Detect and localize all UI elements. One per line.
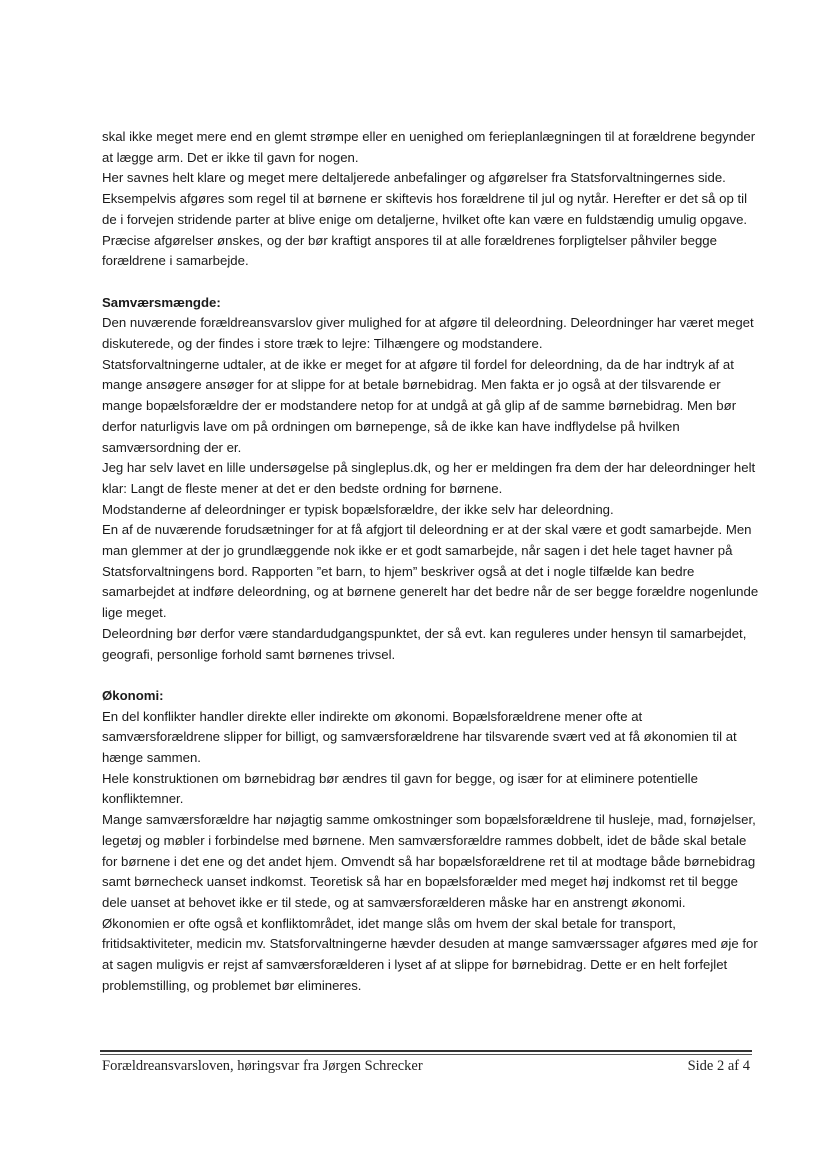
- footer-divider-thin: [100, 1054, 752, 1055]
- page-body: [102, 127, 762, 997]
- paragraph: Statsforvaltningerne udtaler, at de ikke er meget for at afgøre til fordel for deleordning, da de har indtryk af at mange ansøgere ansøger for at slippe for at betale børnebidrag. Men fakta er jo også at der tilsvarende er mange bopælsforældre der er modstandere netop for at undgå at gå glip af de samme børnebidrag. Men bør derfor naturligvis lave om på ordningen om børnepenge, så de ikke kan have indflydelse på hvilken samværsordning der er.: [102, 356, 737, 455]
- footer-divider: [100, 1050, 752, 1052]
- section-heading-samvaersmaengde: Samværsmængde:: [102, 294, 221, 310]
- paragraph: En af de nuværende forudsætninger for at få afgjort til deleordning er at der skal være et godt samarbejde. Men man glemmer at der jo grundlæggende nok ikke er et godt samarbejde, når sagen i det hele taget havner på Statsforvaltningens bord. Rapporten ”et barn, to hjem” beskriver også at det i nogle tilfælde kan bedre samarbejdet at indføre deleordning, og at børnene generelt har det bedre når de ser begge forældre nogenlunde lige meget.: [102, 522, 759, 621]
- paragraph: En del konflikter handler direkte eller indirekte om økonomi. Bopælsforældrene mener ofte at samværsforældrene slipper for billigt, og samværsforældrene har tilsvarende svært ved at få økonomien til at hænge sammen.: [102, 708, 737, 766]
- section-heading-okonomi: Økonomi:: [102, 687, 164, 703]
- page-number: Side 2 af 4: [687, 1058, 750, 1074]
- paragraph: Deleordning bør derfor være standardudgangspunktet, der så evt. kan reguleres under hensyn til samarbejdet, geografi, personlige forhold samt børnenes trivsel.: [102, 625, 747, 662]
- paragraph: Økonomien er ofte også et konfliktområdet, idet mange slås om hvem der skal betale for transport, fritidsaktiviteter, medicin mv. Statsforvaltningerne hævder desuden at mange samværssager afgøres med øje for at sagen muligvis er rejst af samværsforælderen i lyset af at slippe for børnebidrag. Dette er en helt forfejlet problemstilling, og problemet bør elimineres.: [102, 915, 758, 993]
- footer-title: Forældreansvarsloven, høringsvar fra Jørgen Schrecker: [102, 1058, 423, 1074]
- paragraph: skal ikke meget mere end en glemt strømpe eller en uenighed om ferieplanlægningen til at forældrene begynder at lægge arm. Det er ikke til gavn for nogen.: [102, 129, 756, 165]
- paragraph: Modstanderne af deleordninger er typisk bopælsforældre, der ikke selv har deleordning.: [102, 501, 614, 517]
- paragraph: Hele konstruktionen om børnebidrag bør ændres til gavn for begge, og især for at eliminere potentielle konfliktemner.: [102, 770, 698, 807]
- paragraph: Her savnes helt klare og meget mere deltaljerede anbefalinger og afgørelser fra Statsforvaltningernes side. Eksempelvis afgøres som regel til at børnene er skiftevis hos forældrene til jul og nytår. Herefter er det så op til de i forvejen stridende parter at blive enige om detaljerne, hvilket ofte kan være en fuldstændig umulig opgave. Præcise afgørelser ønskes, og der bør kraftigt anspores til at alle forældrenes forpligtelser påhviler begge forældrene i samarbejde.: [102, 170, 748, 269]
- paragraph: Mange samværsforældre har nøjagtig samme omkostninger som bopælsforældrene til husleje, mad, fornøjelser, legetøj og møbler i forbindelse med børnene. Men samværsforældre rammes dobbelt, idet de både skal betale for børnene i det ene og det andet hjem. Omvendt så har bopælsforældrene ret til at modtage både børnebidrag samt børnecheck uanset indkomst. Teoretisk så har en bopælsforælder med meget høj indkomst ret til begge dele uanset at behovet ikke er til stede, og at samværsforælderen måske har en anstrengt økonomi.: [102, 812, 756, 910]
- paragraph: Jeg har selv lavet en lille undersøgelse på singleplus.dk, og her er meldingen fra dem der har deleordninger helt klar: Langt de fleste mener at det er den bedste ordning for børnene.: [102, 460, 756, 496]
- paragraph: Den nuværende forældreansvarslov giver mulighed for at afgøre til deleordning. Deleordninger har været meget diskuterede, og der findes i store træk to lejre: Tilhængere og modstandere.: [102, 315, 754, 352]
